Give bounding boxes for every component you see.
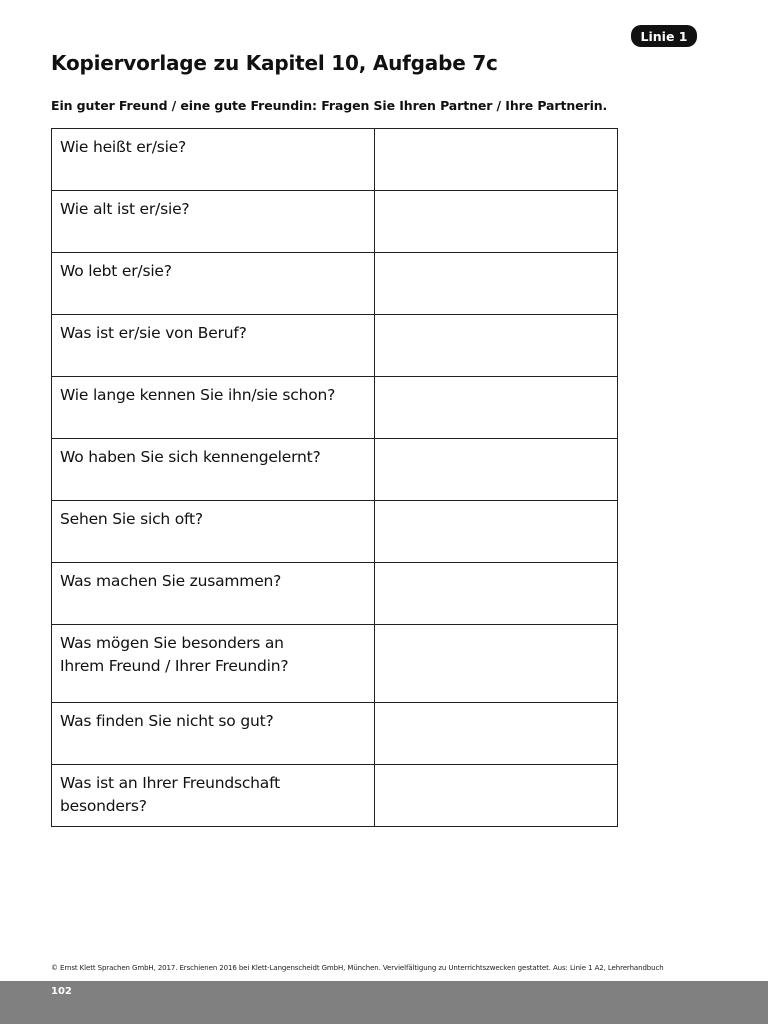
- question-cell: Wie lange kennen Sie ihn/sie schon?: [52, 377, 375, 439]
- table-row: [52, 253, 618, 315]
- table-row: [52, 129, 618, 191]
- page-number: 102: [51, 986, 72, 997]
- question-cell: Sehen Sie sich oft?: [52, 501, 375, 563]
- question-cell: Was mögen Sie besonders an Ihrem Freund / Ihrer Freundin?: [52, 625, 375, 703]
- table-row: [52, 625, 618, 703]
- answer-cell: [375, 439, 618, 501]
- question-cell: Was ist an Ihrer Freundschaft besonders?: [52, 765, 375, 827]
- page-title: Kopiervorlage zu Kapitel 10, Aufgabe 7c: [51, 51, 498, 75]
- question-cell: Was finden Sie nicht so gut?: [52, 703, 375, 765]
- answer-cell: [375, 563, 618, 625]
- table-row: [52, 501, 618, 563]
- question-cell: Wie alt ist er/sie?: [52, 191, 375, 253]
- table-row: [52, 191, 618, 253]
- question-cell: Was ist er/sie von Beruf?: [52, 315, 375, 377]
- table-row: [52, 563, 618, 625]
- question-table: [51, 128, 618, 827]
- question-cell: Was machen Sie zusammen?: [52, 563, 375, 625]
- table-row: [52, 315, 618, 377]
- question-cell: Wie heißt er/sie?: [52, 129, 375, 191]
- table-row: [52, 377, 618, 439]
- answer-cell: [375, 703, 618, 765]
- answer-cell: [375, 765, 618, 827]
- instruction-text: Ein guter Freund / eine gute Freundin: Fragen Sie Ihren Partner / Ihre Partnerin.: [51, 98, 608, 113]
- copyright-note: © Ernst Klett Sprachen GmbH, 2017. Erschienen 2016 bei Klett-Langenscheidt GmbH, München. Vervielfältigung zu Unterrichtszwecken gestattet. Aus: Linie 1 A2, Lehrerhandbuch: [51, 964, 664, 972]
- answer-cell: [375, 501, 618, 563]
- footer-bar: [0, 981, 768, 1024]
- answer-cell: [375, 191, 618, 253]
- series-badge: Linie 1: [632, 26, 696, 46]
- answer-cell: [375, 377, 618, 439]
- answer-cell: [375, 129, 618, 191]
- answer-cell: [375, 625, 618, 703]
- table-row: [52, 765, 618, 827]
- answer-cell: [375, 315, 618, 377]
- table-row: [52, 439, 618, 501]
- question-cell: Wo lebt er/sie?: [52, 253, 375, 315]
- table-row: [52, 703, 618, 765]
- question-cell: Wo haben Sie sich kennengelernt?: [52, 439, 375, 501]
- answer-cell: [375, 253, 618, 315]
